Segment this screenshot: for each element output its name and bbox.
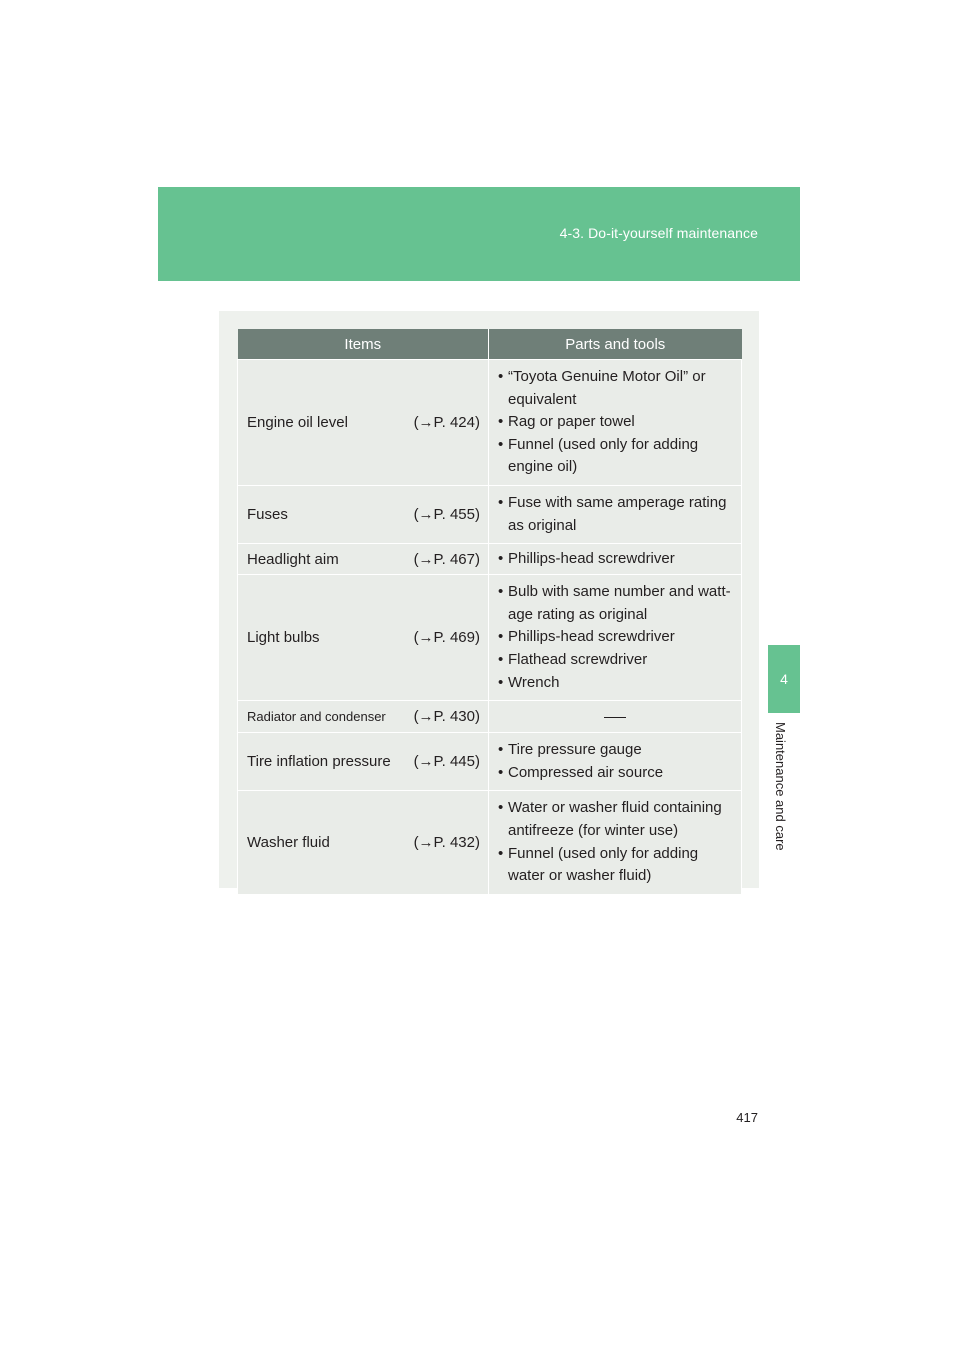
table-row [238, 360, 742, 486]
bullet-icon: • [498, 435, 504, 453]
list-item: • Flathead screwdriver [498, 649, 737, 672]
item-cell [238, 485, 489, 543]
dash-icon [604, 717, 626, 718]
bullet-icon: • [498, 799, 504, 817]
list-item: • Water or washer fluid containing antifreeze (for winter use) [498, 799, 722, 839]
item-cell [238, 544, 489, 575]
list-item: • Phillips-head screwdriver [498, 626, 737, 649]
item-name: Light bulbs [247, 629, 320, 647]
page-reference-link[interactable]: (→P. 432) [413, 834, 480, 851]
bullet-icon: • [498, 650, 504, 668]
item-name: Fuses [247, 506, 288, 524]
item-name: Radiator and condenser [247, 709, 386, 725]
list-item: • Fuse with same amperage rating as original [498, 493, 727, 534]
item-name: Engine oil level [247, 413, 348, 431]
item-cell [238, 733, 489, 791]
bullet-icon: • [498, 673, 504, 691]
bullet-icon: • [498, 844, 504, 862]
page-reference-link[interactable]: (→P. 469) [413, 629, 480, 647]
table-row [238, 575, 742, 701]
table-row [238, 544, 742, 575]
list-item: • Rag or paper towel [498, 411, 737, 434]
table-row [238, 733, 742, 791]
tools-cell [489, 544, 742, 575]
header-band [158, 187, 800, 281]
tools-cell [489, 360, 742, 486]
list-item: • Compressed air source [498, 762, 737, 785]
parts-and-tools-table [237, 329, 742, 895]
item-cell [238, 701, 489, 733]
section-title: 4-3. Do-it-yourself maintenance [559, 225, 758, 241]
list-item: • Funnel (used only for adding engine oil) [498, 435, 699, 476]
item-name: Washer fluid [247, 834, 330, 851]
chapter-tab[interactable] [768, 645, 800, 713]
chapter-title: Maintenance and care [773, 722, 788, 851]
table-row [238, 791, 742, 894]
page-reference-link[interactable]: (→P. 467) [413, 550, 480, 568]
table-header-row [238, 329, 742, 360]
tools-cell [489, 575, 742, 701]
tools-cell [489, 485, 742, 543]
bullet-icon: • [498, 628, 504, 646]
table-row [238, 701, 742, 733]
bullet-icon: • [498, 493, 504, 511]
item-cell [238, 791, 489, 894]
item-cell [238, 575, 489, 701]
bullet-icon: • [498, 583, 504, 601]
bullet-icon: • [498, 763, 504, 781]
bullet-icon: • [498, 549, 504, 567]
bullet-icon: • [498, 741, 504, 759]
item-cell [238, 360, 489, 486]
page-number: 417 [736, 1110, 758, 1125]
page-reference-link[interactable]: (→P. 424) [413, 413, 480, 431]
page-reference-link[interactable]: (→P. 445) [413, 753, 480, 771]
item-name: Headlight aim [247, 550, 339, 568]
table-row [238, 485, 742, 543]
bullet-icon: • [498, 368, 504, 385]
chapter-number: 4 [780, 671, 788, 687]
list-item: • Phillips-head screwdriver [498, 548, 737, 571]
tools-cell [489, 733, 742, 791]
tools-cell [489, 791, 742, 894]
list-item: • “Toyota Genuine Motor Oil” or equivalent [498, 368, 706, 408]
list-item: • Tire pressure gauge [498, 739, 737, 762]
bullet-icon: • [498, 413, 504, 431]
list-item: • Funnel (used only for adding water or washer fluid) [498, 844, 699, 885]
list-item: • Wrench [498, 672, 737, 695]
list-item: • Bulb with same number and watt-age rating as original [498, 583, 731, 623]
column-header-parts-and-tools: Parts and tools [489, 329, 742, 360]
page-reference-link[interactable]: (→P. 430) [413, 708, 480, 726]
column-header-items: Items [238, 329, 489, 360]
item-name: Tire inflation pressure [247, 753, 391, 771]
page-reference-link[interactable]: (→P. 455) [413, 506, 480, 524]
tools-cell-empty [489, 701, 742, 733]
